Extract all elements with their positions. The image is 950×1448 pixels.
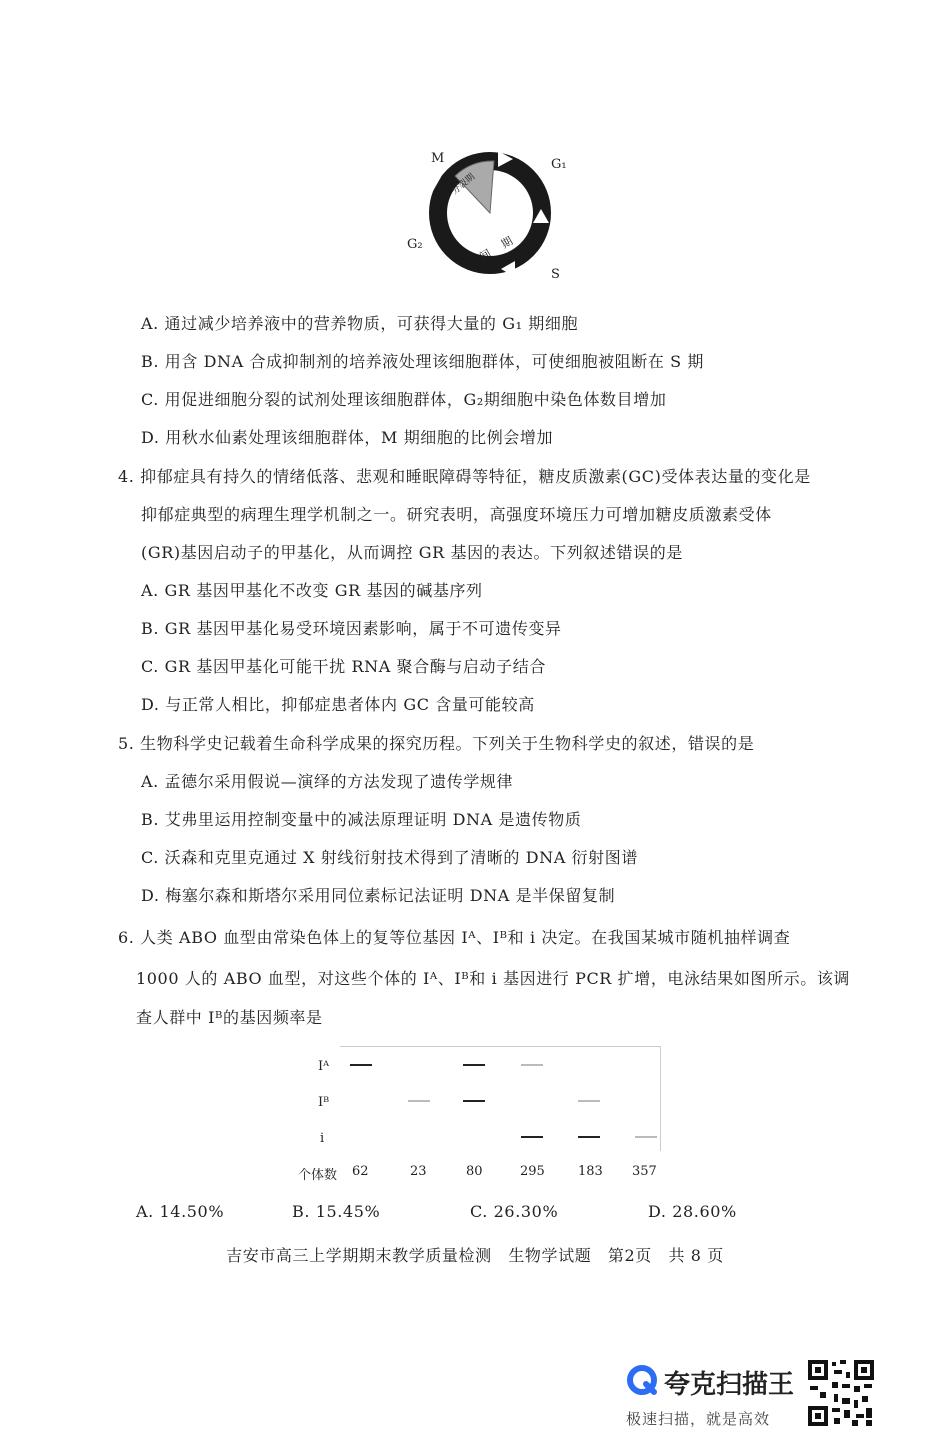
gel-frame xyxy=(340,1046,661,1151)
gel-count-6: 357 xyxy=(632,1164,657,1179)
q3-option-d: D. 用秋水仙素处理该细胞群体，M 期细胞的比例会增加 xyxy=(141,428,554,447)
gel-count-5: 183 xyxy=(578,1164,603,1179)
band-i-lane6 xyxy=(635,1136,657,1138)
q6-option-b: B. 15.45% xyxy=(292,1202,381,1221)
gel-count-label: 个体数 xyxy=(298,1168,338,1183)
q5-option-a: A. 孟德尔采用假说—演绎的方法发现了遗传学规律 xyxy=(141,772,514,791)
gel-figure xyxy=(290,1040,690,1190)
q4-stem-2: 抑郁症典型的病理生理学机制之一。研究表明，高强度环境压力可增加糖皮质激素受体 xyxy=(141,505,772,524)
scanner-watermark xyxy=(624,1358,884,1438)
page-footer: 吉安市高三上学期期末教学质量检测 生物学试题 第2页 共 8 页 xyxy=(226,1246,724,1265)
band-ib-lane5 xyxy=(578,1100,600,1102)
interphase-label: 间期 xyxy=(477,227,528,264)
band-ib-lane2 xyxy=(408,1100,430,1102)
q5-option-d: D. 梅塞尔森和斯塔尔采用同位素标记法证明 DNA 是半保留复制 xyxy=(141,886,616,905)
wedge-label: 分裂期 xyxy=(449,172,478,198)
q4-option-a: A. GR 基因甲基化不改变 GR 基因的碱基序列 xyxy=(141,581,483,600)
q4-option-c: C. GR 基因甲基化可能干扰 RNA 聚合酶与启动子结合 xyxy=(141,657,546,676)
q6-option-a: A. 14.50% xyxy=(136,1202,225,1221)
q3-option-c: C. 用促进细胞分裂的试剂处理该细胞群体，G₂期细胞中染色体数目增加 xyxy=(141,390,667,409)
gel-row-label-i: i xyxy=(320,1131,325,1146)
label-s: S xyxy=(551,267,560,282)
cell-cycle-figure xyxy=(395,145,585,285)
band-ia-lane4 xyxy=(521,1064,543,1066)
q4-option-b: B. GR 基因甲基化易受环境因素影响，属于不可遗传变异 xyxy=(141,619,562,638)
label-g2: G₂ xyxy=(407,237,423,252)
gel-row-label-ia: Iᴬ xyxy=(318,1059,330,1074)
band-ia-lane3 xyxy=(463,1064,485,1066)
gel-count-4: 295 xyxy=(520,1164,545,1179)
q5-option-b: B. 艾弗里运用控制变量中的减法原理证明 DNA 是遗传物质 xyxy=(141,810,582,829)
q6-stem-2: 1000 人的 ABO 血型，对这些个体的 Iᴬ、Iᴮ和 i 基因进行 PCR 扩增，电泳结果如图所示。该调 xyxy=(136,969,851,988)
q6-option-c: C. 26.30% xyxy=(470,1202,559,1221)
q5-option-c: C. 沃森和克里克通过 X 射线衍射技术得到了清晰的 DNA 衍射图谱 xyxy=(141,848,638,867)
band-ib-lane3 xyxy=(463,1100,485,1102)
label-g1: G₁ xyxy=(551,157,567,172)
gel-row-label-ib: Iᴮ xyxy=(318,1095,330,1110)
gel-count-2: 23 xyxy=(410,1164,427,1179)
gel-count-3: 80 xyxy=(466,1164,483,1179)
q4-stem-1: 4. 抑郁症具有持久的情绪低落、悲观和睡眠障碍等特征，糖皮质激素(GC)受体表达量的变化是 xyxy=(118,467,811,486)
brand-name: 夸克扫描王 xyxy=(664,1370,795,1400)
q4-option-d: D. 与正常人相比，抑郁症患者体内 GC 含量可能较高 xyxy=(141,695,535,714)
band-ia-lane1 xyxy=(350,1064,372,1066)
q6-stem-3: 查人群中 Iᴮ的基因频率是 xyxy=(136,1008,323,1027)
band-i-lane4 xyxy=(521,1136,543,1138)
q4-stem-3: (GR)基因启动子的甲基化，从而调控 GR 基因的表达。下列叙述错误的是 xyxy=(141,543,683,562)
q6-stem-1: 6. 人类 ABO 血型由常染色体上的复等位基因 Iᴬ、Iᴮ和 i 决定。在我国某城市随机抽样调查 xyxy=(118,928,791,947)
q6-option-d: D. 28.60% xyxy=(648,1202,737,1221)
q3-option-a: A. 通过减少培养液中的营养物质，可获得大量的 G₁ 期细胞 xyxy=(141,314,579,333)
brand-slogan: 极速扫描，就是高效 xyxy=(626,1410,771,1428)
gel-count-1: 62 xyxy=(352,1164,369,1179)
qr-code-icon xyxy=(806,1358,876,1428)
q3-option-b: B. 用含 DNA 合成抑制剂的培养液处理该细胞群体，可使细胞被阻断在 S 期 xyxy=(141,352,705,371)
brand-logo-icon xyxy=(626,1364,658,1396)
band-i-lane5 xyxy=(578,1136,600,1138)
label-m: M xyxy=(431,151,445,166)
q5-stem: 5. 生物科学史记载着生命科学成果的探究历程。下列关于生物科学史的叙述，错误的是 xyxy=(118,734,755,753)
